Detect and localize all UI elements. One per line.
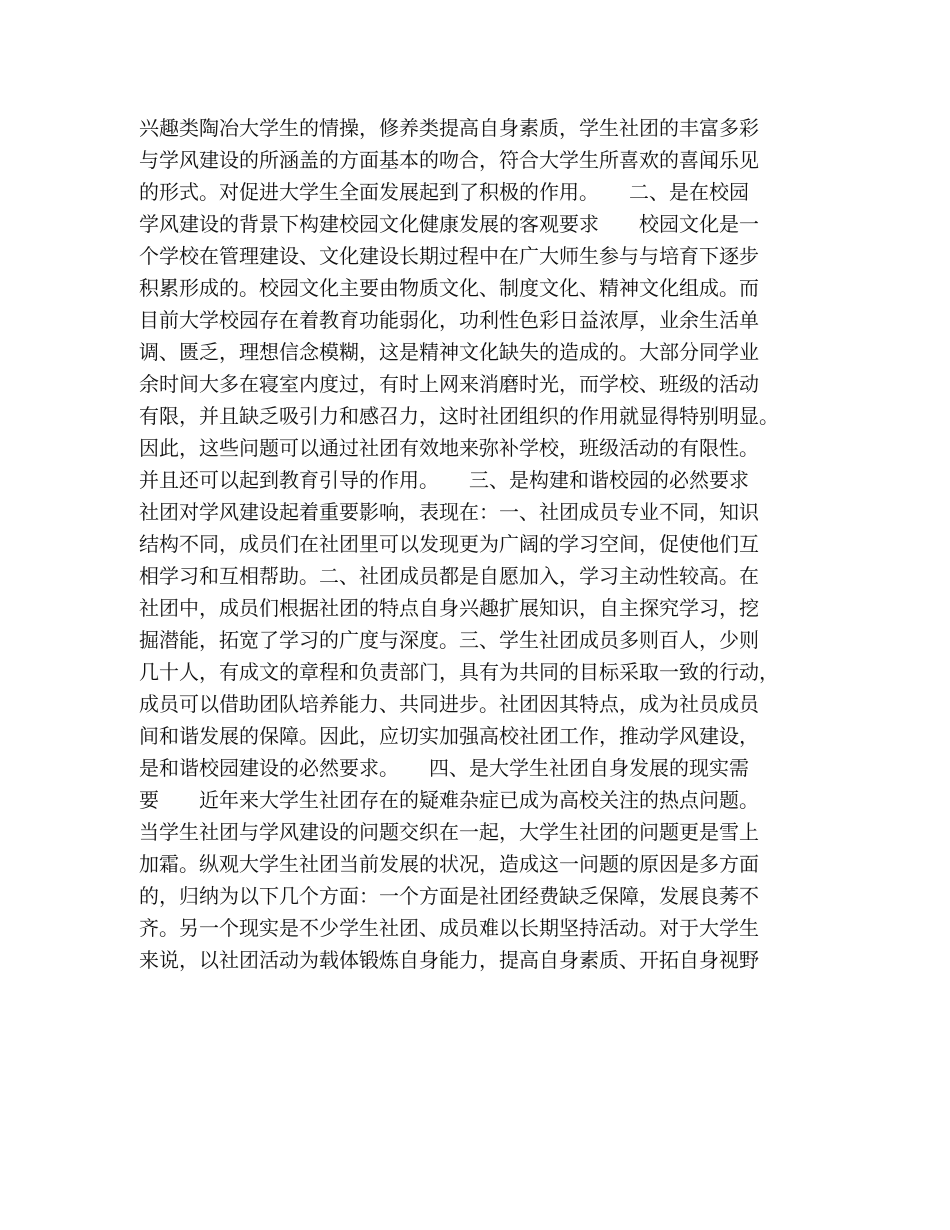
body-text	[139, 112, 829, 976]
text-line: 与学风建设的所涵盖的方面基本的吻合，符合大学生所喜欢的喜闻乐见	[139, 148, 759, 172]
text-line: 结构不同，成员们在社团里可以发现更为广阔的学习空间，促使他们互	[139, 532, 759, 556]
text-line: 调、匮乏，理想信念模糊，这是精神文化缺失的造成的。大部分同学业	[139, 340, 759, 364]
text-line: 齐。另一个现实是不少学生社团、成员难以长期坚持活动。对于大学生	[139, 916, 759, 940]
text-line: 相学习和互相帮助。二、社团成员都是自愿加入，学习主动性较高。在	[139, 564, 759, 588]
text-line: 成员可以借助团队培养能力、共同进步。社团因其特点，成为社员成员	[139, 692, 759, 716]
text-line: 社团对学风建设起着重要影响，表现在：一、社团成员专业不同，知识	[139, 500, 759, 524]
text-line: 几十人，有成文的章程和负责部门，具有为共同的目标采取一致的行动，	[139, 660, 779, 684]
text-line: 积累形成的。校园文化主要由物质文化、制度文化、精神文化组成。而	[139, 276, 759, 300]
text-line: 个学校在管理建设、文化建设长期过程中在广大师生参与与培育下逐步	[139, 244, 759, 268]
text-line: 要 近年来大学生社团存在的疑难杂症已成为高校关注的热点问题。	[139, 788, 759, 812]
text-line: 因此，这些问题可以通过社团有效地来弥补学校，班级活动的有限性。	[139, 436, 759, 460]
text-line: 社团中，成员们根据社团的特点自身兴趣扩展知识，自主探究学习，挖	[139, 596, 759, 620]
text-line: 余时间大多在寝室内度过，有时上网来消磨时光，而学校、班级的活动	[139, 372, 759, 396]
text-line: 学风建设的背景下构建校园文化健康发展的客观要求 校园文化是一	[139, 212, 759, 236]
text-line: 间和谐发展的保障。因此，应切实加强高校社团工作，推动学风建设，	[139, 724, 759, 748]
text-line: 是和谐校园建设的必然要求。 四、是大学生社团自身发展的现实需	[139, 756, 749, 780]
text-line: 当学生社团与学风建设的问题交织在一起，大学生社团的问题更是雪上	[139, 820, 759, 844]
text-line: 兴趣类陶冶大学生的情操，修养类提高自身素质，学生社团的丰富多彩	[139, 116, 759, 140]
text-line: 加霜。纵观大学生社团当前发展的状况，造成这一问题的原因是多方面	[139, 852, 759, 876]
text-line: 的，归纳为以下几个方面：一个方面是社团经费缺乏保障，发展良莠不	[139, 884, 759, 908]
text-line: 来说，以社团活动为载体锻炼自身能力，提高自身素质、开拓自身视野	[139, 948, 759, 972]
text-line: 并且还可以起到教育引导的作用。 三、是构建和谐校园的必然要求	[139, 468, 749, 492]
text-line: 目前大学校园存在着教育功能弱化，功利性色彩日益浓厚，业余生活单	[139, 308, 759, 332]
text-line: 的形式。对促进大学生全面发展起到了积极的作用。 二、是在校园	[139, 180, 749, 204]
text-line: 掘潜能，拓宽了学习的广度与深度。三、学生社团成员多则百人，少则	[139, 628, 759, 652]
text-line: 有限，并且缺乏吸引力和感召力，这时社团组织的作用就显得特别明显。	[139, 404, 779, 428]
